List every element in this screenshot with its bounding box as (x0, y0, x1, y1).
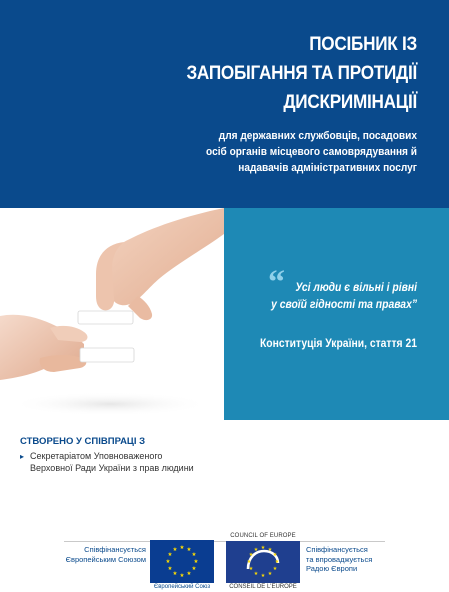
svg-text:★: ★ (260, 545, 266, 551)
svg-text:★: ★ (172, 571, 178, 577)
svg-text:★: ★ (186, 571, 192, 577)
eu-cofunding-text (54, 545, 146, 564)
eu-caption: Європейський Союз (153, 584, 211, 590)
coe-logo (226, 541, 300, 583)
title-line: ПОСІБНИК ІЗ (309, 33, 417, 55)
svg-text:★: ★ (167, 566, 173, 572)
svg-text:★: ★ (179, 573, 185, 579)
cover-header (0, 0, 449, 208)
svg-text:★: ★ (193, 559, 199, 565)
cooperation-item-line: Секретаріатом Уповноваженого (30, 451, 163, 461)
subtitle-line: надавачів адміністративних послуг (238, 162, 417, 174)
svg-text:★: ★ (179, 545, 185, 551)
svg-text:★: ★ (172, 547, 178, 553)
svg-text:★: ★ (167, 552, 173, 558)
hands-illustration (0, 208, 224, 420)
eu-text-line: Співфінансується (84, 545, 146, 554)
coe-stars-icon (226, 541, 300, 583)
svg-text:★: ★ (248, 566, 254, 572)
svg-text:★: ★ (186, 547, 192, 553)
eu-text-line: Європейським Союзом (65, 554, 146, 564)
title-line: ДИСКРИМІНАЦІЇ (283, 91, 417, 113)
title-line: ЗАПОБІГАННЯ ТА ПРОТИДІЇ (186, 62, 417, 84)
svg-text:★: ★ (246, 559, 252, 565)
coe-text-line: Радою Європи (306, 564, 358, 573)
svg-text:★: ★ (253, 571, 259, 577)
coe-cofunding-text (306, 545, 406, 574)
coe-caption-bottom: CONSEIL DE L'EUROPE (229, 584, 297, 590)
footer-divider (64, 541, 385, 542)
subtitle-line: осіб органів місцевого самоврядування й (206, 146, 417, 158)
eu-stars-icon (150, 540, 214, 583)
quote-line: у своїй гідності та правах” (271, 299, 417, 311)
svg-text:★: ★ (248, 552, 254, 558)
svg-text:★: ★ (272, 566, 278, 572)
coe-caption-top: COUNCIL OF EUROPE (230, 533, 296, 539)
svg-text:★: ★ (191, 566, 197, 572)
svg-text:★: ★ (165, 559, 171, 565)
svg-text:★: ★ (260, 573, 266, 579)
quote-mark: “ (268, 264, 285, 301)
cooperation-item (20, 451, 240, 474)
quote-panel (224, 208, 449, 420)
coe-text-line: Співфінансується (306, 545, 368, 554)
cover-title (83, 30, 417, 117)
svg-text:★: ★ (191, 552, 197, 558)
quote-source: Конституція України, стаття 21 (259, 338, 417, 350)
cooperation-heading: СТВОРЕНО У СПІВПРАЦІ З (20, 436, 146, 447)
hands-photo (0, 208, 224, 420)
cooperation-item-line: Верховної Ради України з прав людини (30, 462, 194, 473)
eu-flag-logo (150, 540, 214, 583)
svg-text:★: ★ (253, 547, 259, 553)
bullet-icon: ▸ (20, 452, 25, 461)
svg-text:★: ★ (272, 552, 278, 558)
svg-text:★: ★ (267, 571, 273, 577)
quote-text (264, 280, 417, 314)
quote-line: Усі люди є вільні і рівні (295, 282, 417, 294)
svg-text:★: ★ (274, 559, 280, 565)
coe-text-line: та впроваджується (306, 554, 373, 564)
svg-text:★: ★ (267, 547, 273, 553)
cover-subtitle (67, 128, 417, 176)
subtitle-line: для державних службовців, посадових (218, 130, 417, 142)
